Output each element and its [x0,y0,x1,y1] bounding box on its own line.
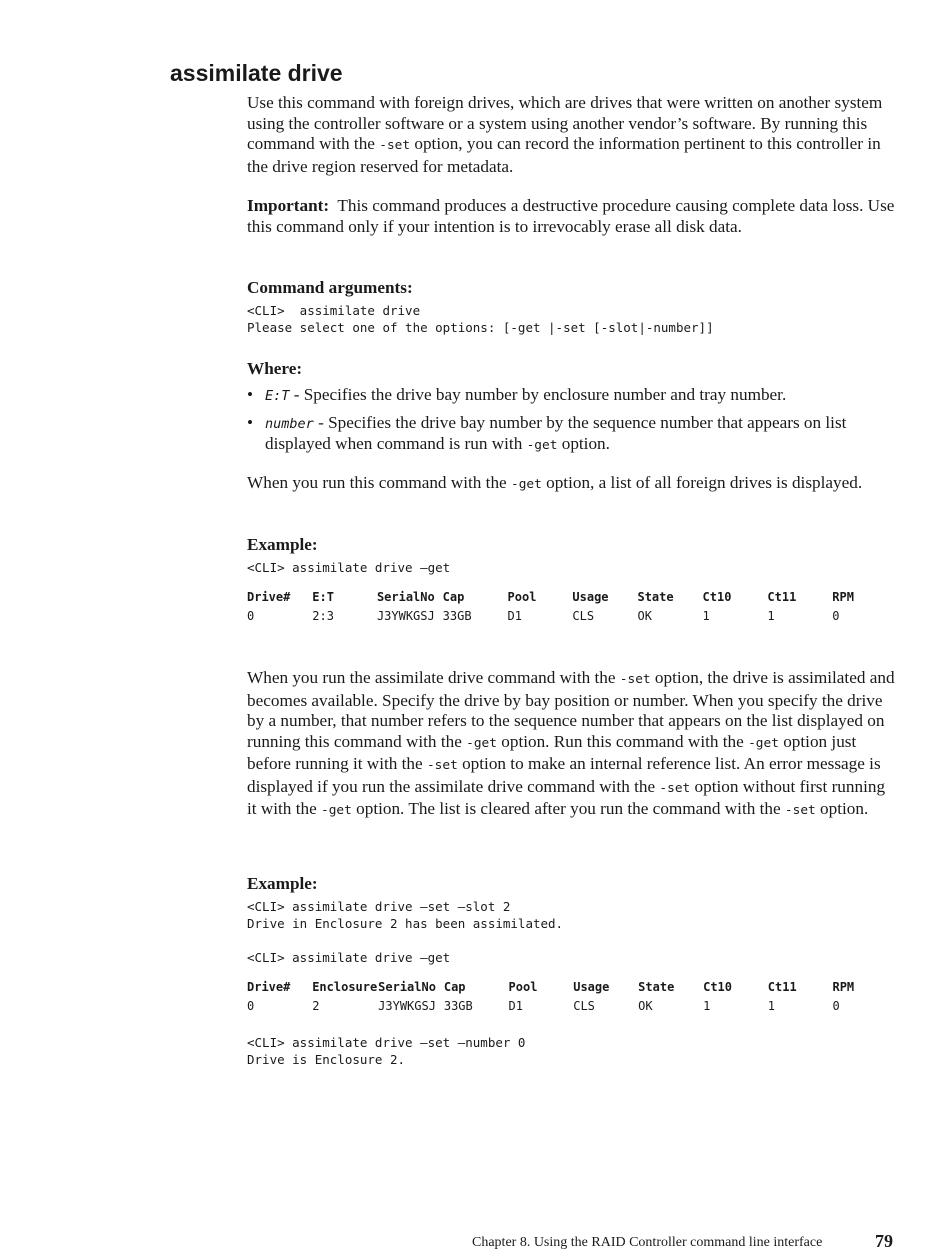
table-cell: OK [637,609,652,623]
set-text-1: When you run the assimilate drive command with the [247,668,620,687]
table-cell: 33GB [443,999,473,1013]
example-2-heading: Example: [247,874,318,893]
table-row [247,609,897,628]
column-header: State [637,590,674,604]
column-header: Drive# [247,980,291,994]
column-header: Ct10 [703,980,733,994]
column-header: RPM [832,590,854,604]
important-text: This command produces a destructive procedure causing complete data loss. Use this command only if your intention is to irrevocably erase all disk data. [247,196,895,236]
where-item-code-get: -get [526,438,558,453]
get-code: -get [510,477,542,492]
example-2-command-3: <CLI> assimilate drive –set –number 0 [247,1035,526,1050]
command-arguments-line-1: <CLI> assimilate drive [247,303,421,318]
example-1-command: <CLI> assimilate drive –get [247,560,451,575]
example-2-command-2: <CLI> assimilate drive –get [247,950,451,965]
set-paragraph [247,668,897,822]
column-header: Cap [442,590,465,604]
intro-code-set: -set [379,138,411,153]
column-header: SerialNo [376,590,435,604]
where-item-text: - Specifies the drive bay number by enclosure number and tray number. [289,385,787,404]
list-item [247,413,897,457]
where-heading: Where: [247,359,303,378]
set-text-6: option without first running it with the [247,776,886,818]
column-header: Pool [507,590,537,604]
column-header: Ct11 [767,980,797,994]
get-paragraph [247,473,897,496]
example-1-section [247,535,897,628]
where-list [247,385,897,457]
example-2-section [247,874,897,1068]
where-item-text-2: option. [557,434,610,453]
bullet-icon: • [247,385,254,404]
bullet-icon: • [247,412,254,432]
set-code-5: -set [659,780,691,796]
table-cell: J3YWKGSJ [378,999,436,1013]
important-note [247,196,897,237]
set-code-1: -set [619,672,651,687]
table-cell: 2:3 [312,609,334,623]
table-cell: 1 [767,609,775,623]
table-cell: CLS [572,609,595,623]
table-header-row [247,980,897,999]
footer-chapter-title: Chapter 8. Using the RAID Controller command line interface [472,1235,823,1250]
page-title: assimilate drive [170,60,343,86]
where-item-code: number [265,415,314,432]
example-2-block-1 [247,898,897,932]
column-header: Ct10 [702,590,732,604]
table-cell: CLS [573,999,595,1013]
column-header: State [638,980,675,994]
example-1-table [247,590,897,628]
example-2-table [247,980,897,1018]
table-header-row [247,590,897,609]
set-code-4: -set [426,758,458,773]
table-cell: J3YWKGSJ [376,609,435,623]
example-1-heading: Example: [247,535,318,554]
important-label: Important: [247,196,330,215]
example-2-output-3: Drive is Enclosure 2. [247,1052,406,1067]
example-2-command-1: <CLI> assimilate drive –set –slot 2 [247,899,511,914]
table-cell: 1 [702,609,710,623]
table-cell: 2 [312,999,320,1013]
column-header: Drive# [247,590,291,604]
command-arguments-section [247,278,897,336]
table-cell: 1 [703,999,711,1013]
set-text-3: option. Run this command with the [496,731,749,751]
set-code-2: -get [466,735,497,751]
set-text-4: option just before running it with the [247,731,857,773]
set-text-8: option. [815,799,869,818]
table-cell: OK [638,999,653,1013]
table-cell: 0 [247,609,255,623]
command-arguments-code [247,302,897,336]
get-text-2: option, a list of all foreign drives is displayed. [541,473,863,492]
table-cell: 1 [767,999,776,1013]
where-item-code: E:T [265,388,290,404]
command-arguments-line-2: Please select one of the options: [-get |-set [-slot|-number]] [247,320,714,335]
where-item-text: - Specifies the drive bay number by the sequence number that appears on list displayed when command is run with [265,412,847,453]
get-text-1: When you run this command with the [247,473,511,492]
column-header: Usage [573,980,610,994]
column-header: Enclosure [312,980,378,994]
set-code-3: -get [748,735,779,751]
column-header: Ct11 [767,590,797,604]
column-header: Cap [443,980,466,994]
list-item [247,385,897,407]
table-row [247,999,897,1018]
table-cell: D1 [507,609,522,623]
intro-text-1: Use this command with foreign drives, which are drives that were written on another system using the controller software or a system using another vendor’s software. By running this command with the [247,93,883,153]
table-cell: D1 [508,999,523,1013]
column-header: E:T [312,590,334,604]
where-section [247,359,897,463]
set-text-7: option. The list is cleared after you run the command with the [351,799,785,818]
example-2-output-1: Drive in Enclosure 2 has been assimilated. [247,916,564,931]
example-2-block-3 [247,1034,897,1068]
table-cell: 0 [832,609,840,623]
table-cell: 33GB [442,609,472,623]
table-cell: 0 [832,999,840,1013]
set-text-2: option, the drive is assimilated and becomes available. Specify the drive by bay position or number. When you specify the drive by a number, that number refers to the sequence number that appears on the list displayed on running this command with the [247,668,895,751]
table-cell: 0 [247,999,255,1013]
set-code-6: -get [321,803,352,818]
column-header: Usage [572,590,609,604]
column-header: Pool [508,980,538,994]
command-arguments-heading: Command arguments: [247,278,413,297]
page-number: 79 [875,1231,893,1251]
intro-paragraph [247,93,897,177]
set-text-5: option to make an internal reference list. An error message is displayed if you run the assimilate drive command with the [247,754,881,796]
column-header: SerialNo [378,980,436,994]
set-code-7: -set [784,803,816,818]
intro-text-2: option, you can record the information pertinent to this controller in the drive region reserved for metadata. [247,134,881,176]
column-header: RPM [832,980,855,994]
